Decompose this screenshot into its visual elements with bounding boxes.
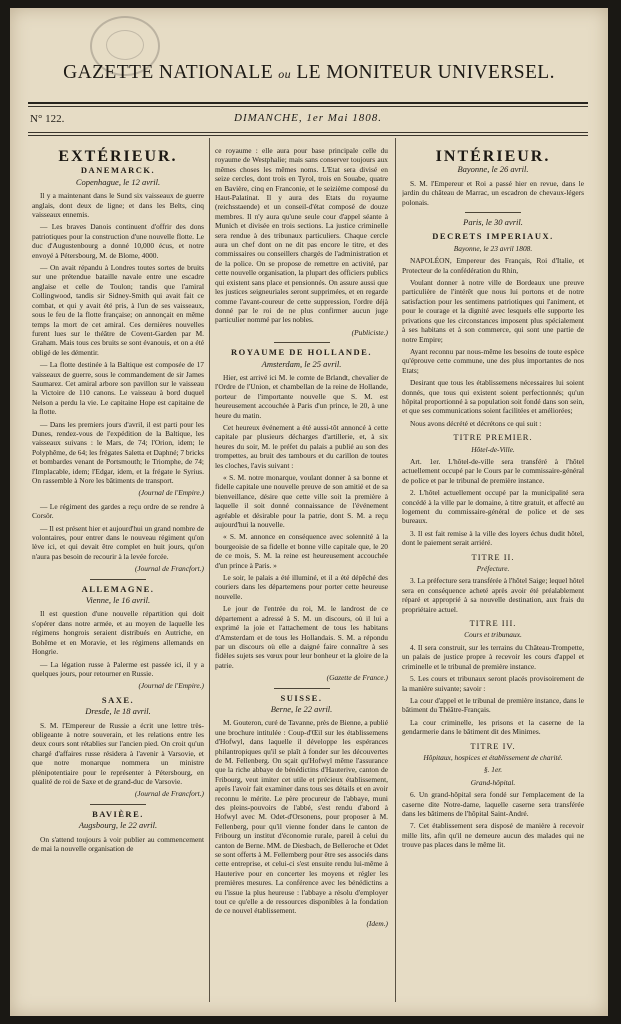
dateline-augsbourg: Augsbourg, le 22 avril. — [78, 820, 158, 831]
section-divider — [465, 212, 521, 213]
section-title-saxe: SAXE. — [101, 694, 135, 705]
paragraph: 3. Il est fait remise à la ville des loyers échus dudit hôtel, dont le paiement serait arriéré. — [402, 528, 584, 548]
paragraph: Il est question d'une nouvelle répartition qui doit s'opérer dans notre armée, et au moyen de laquelle les régimens hongrois seraient distribués en Autriche, en Bohême et en Moravie, et les régimens allemands en Hongrie. — [32, 609, 204, 657]
paragraph: Le soir, le palais a été illuminé, et il a été dépêché des couriers dans les départemens pour porter cette heureuse nouvelle. — [215, 573, 388, 601]
column-divider-1 — [209, 138, 210, 1002]
column-divider-2 — [395, 138, 396, 1002]
source-credit: (Journal de Francfort.) — [134, 564, 204, 574]
paragraph: — Les braves Danois continuent d'offrir des dons patriotiques pour la construction d'une nouvelle flotte. Le duc d'Augustenbourg a donné 10,000 écus, et notre envoyé à Pétersbourg, M. de Blome, 4000. — [32, 222, 204, 260]
paragraph: Nous avons décrété et décrétons ce qui suit : — [410, 418, 542, 428]
section-title-suisse: SUISSE. — [280, 692, 323, 703]
paragraph: Ayant reconnu par nous-même les besoins de toute espèce qu'éprouve cette commune, une des plus importantes de nos Etats; — [402, 346, 584, 375]
paragraph: Le jour de l'entrée du roi, M. le landrost de ce département a adressé à S. M. un discours, où il lui a exprimé la joie et l'attachement de tous les habitans d'Amsterdam et de tous les Hollandais. S. M. a répondu par un discours où elle a daigné faire connaître à ses fidèles sujets ses vœux pour leur bonheur et la gloire de la patrie. — [215, 604, 388, 670]
paragraph: Hier, est arrivé ici M. le comte de Brlandt, chevalier de l'Ordre de l'Union, et chambellan de la reine de Hollande, porteur de l'importante nouvelle que S. M. est heureusement accouchée à Paris d'un prince, le 20, à une heure du matin. — [215, 372, 388, 420]
title-subheading: Grand-hôpital. — [470, 777, 516, 787]
title-heading: TITRE PREMIER. — [453, 432, 533, 443]
paragraph: La cour criminelle, les prisons et la caserne de la gendarmerie dans le bâtiment dit des Minimes. — [402, 717, 584, 737]
paragraph: La cour d'appel et le tribunal de première instance, dans le bâtiment du Théâtre-Français. — [402, 695, 584, 715]
paragraph: Il y a maintenant dans le Sund six vaisseaux de guerre anglais, dont deux de ligne; et dans les Belts, cinq vaisseaux ennemis. — [32, 191, 204, 220]
section-title-baviere: BAVIÈRE. — [92, 808, 144, 819]
newspaper-page — [10, 8, 608, 1016]
title-subheading: Hôpitaux, hospices et établissement de charité. — [423, 752, 563, 762]
paragraph: 3. La préfecture sera transférée à l'hôtel Saige; lequel hôtel sera en conséquence acheté après avoir été préalablement réparé et approprié à sa nouvelle destination, aux frais du propriétaire actuel. — [402, 576, 584, 614]
dateline-decrets: Bayonne, le 23 avril 1808. — [453, 243, 533, 253]
column-exterieur — [32, 146, 204, 1006]
section-heading-exterieur: EXTÉRIEUR. — [58, 148, 178, 165]
dateline-berne: Berne, le 22 avril. — [270, 703, 333, 714]
paragraph: Desirant que tous les établissemens nécessaires lui soient donnés, que tous qui existent soient perfectionnés; qu'un hôpital proportionné à sa population soit fondé dans son sein, et que ses communications soient facilitées et améliorées; — [402, 378, 584, 416]
source-credit: (Idem.) — [366, 918, 388, 928]
dateline-copenhague: Copenhague, le 12 avril. — [75, 176, 161, 187]
masthead-rule-bottom — [28, 106, 588, 107]
section-title-hollande: ROYAUME DE HOLLANDE. — [231, 347, 372, 358]
masthead-title-left: GAZETTE NATIONALE — [63, 62, 273, 83]
section-title-allemagne: ALLEMAGNE. — [81, 583, 155, 594]
paragraph: Voulant donner à notre ville de Bordeaux une preuve particulière de l'intérêt que nous lui portons et de notre satisfaction pour les sentimens patriotiques qui l'animent, et pour le courage et la dignité avec lesquels elle supporte les privations que les circonstances imposent plus spécialement à ses habitans et à son commerce, qui sont une partie de notre Empire; — [402, 278, 584, 344]
issue-date: DIMANCHE, 1er Mai 1808. — [234, 112, 382, 124]
paragraph: 7. Cet établissement sera disposé de manière à recevoir mille lits, afin qu'il ne demeure aucun des malades qui ne trouve pas places dans le même lit. — [402, 821, 584, 850]
issue-dateline — [28, 112, 588, 128]
paragraph: — Le régiment des gardes a reçu ordre de se rendre à Corsör. — [32, 501, 204, 521]
dateline-rule-2 — [28, 135, 588, 136]
source-credit: (Journal de Francfort.) — [134, 789, 204, 799]
paragraph: M. Gouteron, curé de Tavanne, près de Bienne, a publié une brochure intitulée : Coup-d'Œil sur les établissemens d'Hofwyl, dans laquelle il développe les espérances philantropiques qu'il se plaît à fonder sur les découvertes de M. Fellenberg. On sçait qu'Hofwyl même l'assurance que la riche abbaye de bénédictins d'Hauterive, canton de Fribourg, veut imiter cet utile et précieux établissement, après l'avoir fait examiner dans tous ses détails et en avoir reconnu le mérite. Le père procureur de l'abbaye, muni des pleins-pouvoirs de l'abbé, s'est rendu d'abord à Hofwyl avec M. Odet-d'Orsonens, pour proposer à M. Fellenberg, pour qu'il vienne fonder dans le canton de Fribourg un institut d'économie rurale, pareil à celui du canton de Berne. MM. de Diesbach, de Belleroche et Odet se sont offerts à M. Fellemberg pour être ses associés dans cette entreprise, et celui-ci s'est ensuite rendu lui-même à Hauterive pour en concerter les moyens et régler les premières mesures. La conférence avec les bénédictins a eu l'issue la plus heureuse : l'abbaye a résolu d'employer tout ce qu'elle a de ressources disponibles à la fondation de ce nouvel établissement. — [215, 718, 388, 916]
masthead-title-right: LE MONITEUR UNIVERSEL. — [296, 62, 555, 83]
paragraph: « S. M. annonce en conséquence avec solennité à la bourgeoisie de sa fidelle et bonne ville capitale que, le 20 de ce mois, S. M. la reine est heureusement accouchée d'un prince à Paris. » — [215, 532, 388, 570]
section-title-decrets: DECRETS IMPERIAUX. — [432, 231, 554, 242]
paragraph: S. M. l'Empereur de Russie a écrit une lettre très-obligeante à notre souverain, et les relations entre les deux cours sont rétablies sur l'ancien pied. On croit qu'un chargé d'affaires russe résidera à l'avenir à Varsovie, et que notre monarque nommera un ministre plénipotentiaire pour le représenter à Pétersbourg, en qualité de roi de Saxe et de grand-duc de Varsovie. — [32, 720, 204, 786]
dateline-bayonne: Bayonne, le 26 avril. — [457, 164, 529, 175]
paragraph: Art. 1er. L'hôtel-de-ville sera transféré à l'hôtel actuellement occupé par le Cours par le commissaire-général de police et par le tribunal de première instance. — [402, 456, 584, 485]
masthead-rule-top — [28, 102, 588, 104]
dateline-dresde: Dresde, le 18 avril. — [85, 706, 151, 717]
masthead-title-ou: ou — [278, 67, 292, 81]
issue-number: N° 122. — [30, 113, 65, 125]
paragraph: 2. L'hôtel actuellement occupé par la municipalité sera concédé à la ville par le domaine, à titre gratuit, et affecté au logement du commissaire-général de police et de ses bureaux. — [402, 488, 584, 526]
title-subheading: Préfecture. — [476, 564, 510, 574]
section-divider — [90, 579, 146, 580]
paragraph: Cet heureux événement a été aussi-tôt annoncé à cette capitale par plusieurs décharges d'artillerie, et, à six heures du soir, M. le préfet du palais a publié au son des trompettes, au bruit des tambours et du carillon de toutes les cloches, l'avis suivant : — [215, 422, 388, 470]
section-divider — [274, 342, 330, 343]
title-heading: TITRE IV. — [470, 740, 516, 751]
paragraph: — La flotte destinée à la Baltique est composée de 17 vaisseaux de guerre, sous le commandement de sir James Saumarez. Cet amiral arbore son pavillon sur le vaisseau la Victoire de 110 canons. Le vaisseau à bord duquel Nelson a perdu la vie. Le capitaine Hope est capitaine de la flotte. — [32, 360, 204, 417]
paragraph: — Dans les premiers jours d'avril, il est parti pour les Dunes, rendez-vous de l'expédition de la Baltique, les vaisseaux suivans : le Mars, de 74; l'Orion, idem; le Polyphême, de 64; les frégates Saletta et Daphné; 7 bricks et bombardes venant de Portsmouth; le Triomphe, de 74; l'Implacable, idem; l'Edgar, idem, et la frégate le Syrius. On rassemble à Nore les bâtiments de transport. — [32, 419, 204, 485]
section-heading-interieur: INTÉRIEUR. — [435, 148, 551, 165]
dateline-vienne: Vienne, le 16 avril. — [85, 595, 151, 606]
dateline-paris: Paris, le 30 avril. — [463, 217, 523, 228]
paragraph: ce royaume : elle aura pour base principale celle du royaume de Westphalie; mais sans conserver toujours aux mêmes choses les mêmes noms. L'Etat sera divisé en seize cercles, dont trois en Tyrol, trois en Souabe, quatre en Bavière, cinq en Franconie, et le seizième composé du Haut-Palatinat. Il y aura des Etats du royaume (reichsstaende) et un conseil-d'état composé de douze membres. Il n'y aura qu'une seule cour d'appel séante à Munich et divisée en trois sections. La justice criminelle sera rendue à des tribunaux particuliers. Chaque cercle aura un chef dont on ne dit pas encore le titre, et des commissaires ou conseillers chargés de l'administration et de la police. On se propose de remettre en activité, par cette nouvelle organisation, la plupart des officiers publics qui existent sans place et pensionnés. On assure aussi que les justices seigneuriales seront supprimées, et en regarde comme l'avant-coureur de cette suppression, l'ordre déjà donné par le roi de ne plus confirmer aucun juge particulier nommé par les nobles. — [215, 146, 388, 325]
paragraph: 4. Il sera construit, sur les terrains du Château-Trompette, un palais de justice propre à recevoir les cours d'appel et criminelle et le tribunal de première instance. — [402, 642, 584, 671]
title-heading: TITRE II. — [471, 551, 515, 562]
source-credit: (Gazette de France.) — [326, 673, 388, 683]
paragraph: S. M. l'Empereur et Roi a passé hier en revue, dans le jardin du château de Marrac, un escadron de chevaux-légers polonais. — [402, 178, 584, 207]
source-credit: (Journal de l'Empire.) — [138, 488, 204, 498]
section-paragraph-mark: §. 1er. — [483, 765, 503, 775]
paragraph: « S. M. notre monarque, voulant donner à sa bonne et fidelle capitale une nouvelle preuve de son amitié et de sa bienveillance, désire que cette ville soit la première à laquelle il soit donné connaissance de l'événement agréable et désirable pour la patrie, dont S. M. a reçu aujourd'hui la nouvelle. — [215, 473, 388, 530]
masthead — [10, 62, 608, 84]
title-subheading: Hôtel-de-Ville. — [471, 444, 515, 454]
source-credit: (Journal de l'Empire.) — [138, 681, 204, 691]
paragraph: 6. Un grand-hôpital sera fondé sur l'emplacement de la caserne dite Notre-dame, laquelle caserne sera transférée dans les bâtimens de l'hôpital Saint-André. — [402, 790, 584, 818]
column-interieur — [402, 146, 584, 1006]
paragraph: NAPOLÉON, Empereur des Français, Roi d'Italie, et Protecteur de la confédération du Rhin, — [402, 256, 584, 275]
column-middle — [215, 146, 388, 1006]
paragraph: — Il est présent hier et aujourd'hui un grand nombre de volontaires, pour entrer dans le nouveau régiment qu'on lève ici, et qui devait être complet en huit jours, qu'on n'aura pas besoin de recourir à la levée forcée. — [32, 523, 204, 561]
section-title-danemarck: DANEMARCK. — [80, 165, 156, 176]
section-divider — [274, 688, 330, 689]
title-subheading: Cours et tribunaux. — [464, 630, 522, 640]
dateline-rule-1 — [28, 132, 588, 133]
dateline-amsterdam: Amsterdam, le 25 avril. — [261, 358, 342, 369]
title-heading: TITRE III. — [469, 618, 517, 629]
paragraph: — La légation russe à Palerme est passée ici, il y a quelques jours, pour retourner en Russie. — [32, 659, 204, 678]
paragraph: On s'attend toujours à voir publier au commencement de mai la nouvelle organisation de — [32, 834, 204, 853]
section-divider — [90, 804, 146, 805]
paragraph: — On avait répandu à Londres toutes sortes de bruits sur une prétendue bataille navale entre une escadre anglaise et celle de Toulon; tandis que l'amiral Collingwood, tandis sir Sidney-Smith qui avait fait ce combat, et qui y avait été pris, à l'un de ses vaisseaux, sous le feu de la flotte française; on annonçait en même temps la mort de cet amiral. Ces dernières nouvelles furent lues sur le théâtre de Covent-Garden par M. Graham. Mais tous ces bruits se sont évanouis, et on a été obligé de les démentir. — [32, 263, 204, 357]
paragraph: 5. Les cours et tribunaux seront placés provisoirement de la manière suivante; savoir : — [402, 674, 584, 693]
source-credit: (Publiciste.) — [351, 327, 388, 337]
